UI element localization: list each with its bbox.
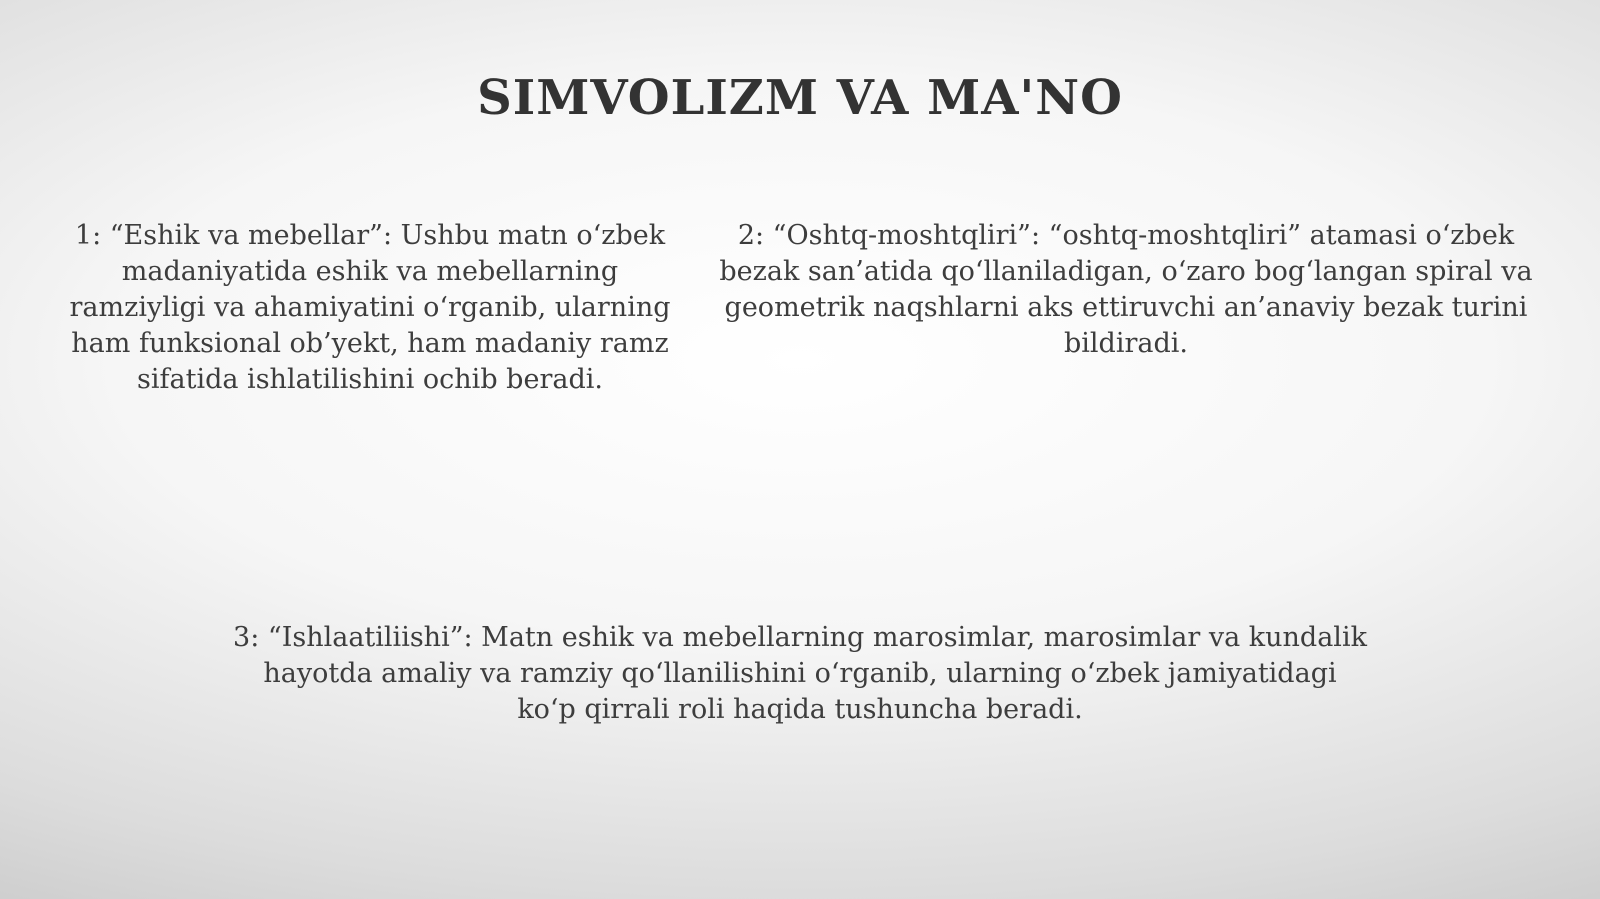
text-block-2: 2: “Oshtq-moshtqliri”: “oshtq-moshtqliri” atamasi o‘zbek bezak san’atida qo‘llaniladigan, o‘zaro bog‘langan spiral va geometrik naqshlarni aks ettiruvchi an’anaviy bezak turini bildiradi. <box>719 220 1533 359</box>
text-block-1: 1: “Eshik va mebellar”: Ushbu matn o‘zbek madaniyatida eshik va mebellarning ramziyligi va ahamiyatini o‘rganib, ularning ham funksional ob’yekt, ham madaniy ramz sifatida ishlatilishini ochib beradi. <box>69 220 671 395</box>
text-block-3: 3: “Ishlaatiliishi”: Matn eshik va mebellarning marosimlar, marosimlar va kundalik hayotda amaliy va ramziy qo‘llanilishini o‘rganib, ularning o‘zbek jamiyatidagi ko‘p qirrali roli haqida tushuncha beradi. <box>233 622 1367 725</box>
slide-title: SIMVOLIZM VA MA'NO <box>477 70 1123 126</box>
